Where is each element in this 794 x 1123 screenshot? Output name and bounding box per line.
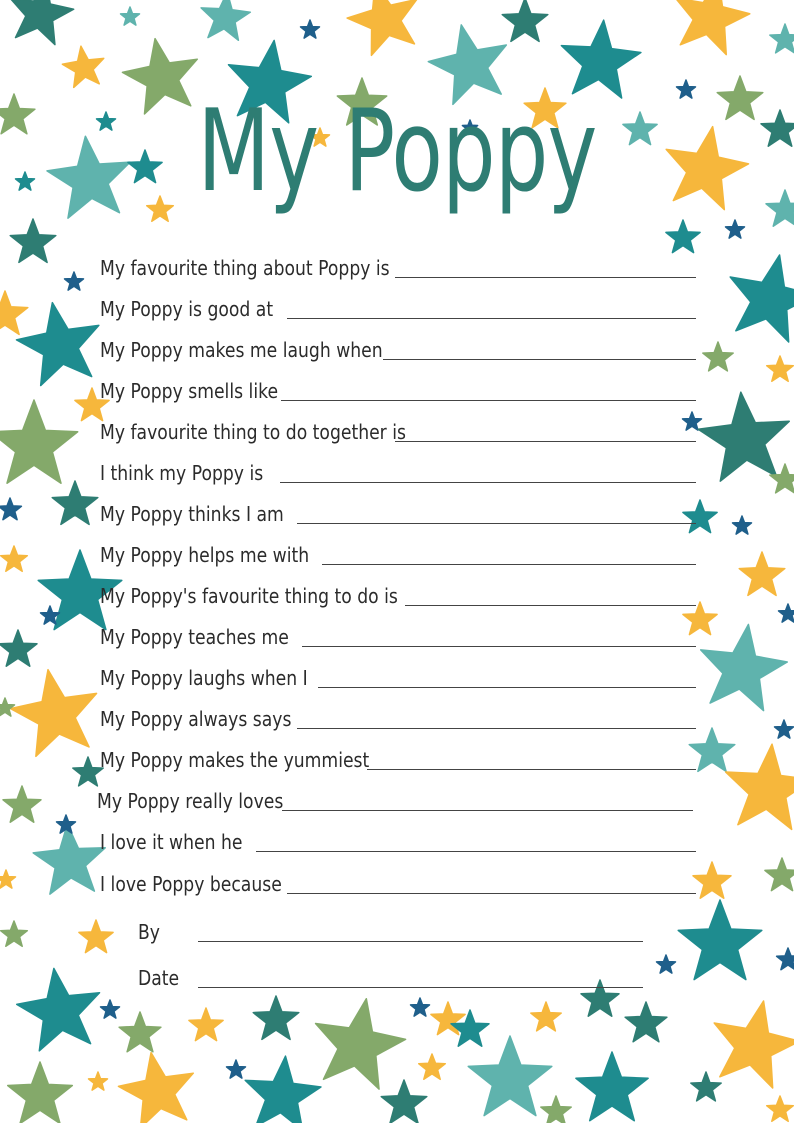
answer-blank-line[interactable] — [383, 359, 696, 360]
star-icon — [114, 1046, 201, 1123]
star-icon — [468, 1036, 552, 1116]
prompt-label: My Poppy's favourite thing to do is — [100, 584, 398, 608]
star-icon — [0, 870, 16, 888]
star-icon — [683, 602, 717, 635]
prompt-row — [97, 781, 314, 815]
star-icon — [3, 0, 77, 47]
star-icon — [189, 1008, 223, 1041]
prompt-row — [100, 453, 290, 487]
star-icon — [541, 1096, 571, 1123]
star-icon — [419, 1054, 446, 1079]
star-icon — [121, 7, 140, 25]
answer-blank-line[interactable] — [280, 482, 696, 483]
star-icon — [779, 604, 794, 622]
answer-blank-line[interactable] — [282, 810, 693, 811]
date-row — [138, 958, 186, 992]
star-icon — [60, 43, 107, 88]
star-icon — [683, 412, 702, 430]
answer-blank-line[interactable] — [297, 728, 696, 729]
star-icon — [16, 172, 35, 190]
star-icon — [10, 219, 56, 262]
star-icon — [79, 920, 113, 953]
star-icon — [693, 862, 731, 898]
star-icon — [1, 921, 28, 946]
answer-blank-line[interactable] — [367, 769, 696, 770]
star-icon — [739, 552, 785, 595]
star-icon — [0, 498, 21, 520]
answer-blank-line[interactable] — [287, 893, 696, 894]
star-icon — [704, 992, 794, 1092]
prompt-row — [100, 330, 429, 364]
prompt-label: My Poppy smells like — [100, 379, 279, 403]
star-icon — [775, 720, 794, 738]
by-label: By — [138, 920, 160, 944]
prompt-label: I think my Poppy is — [100, 461, 264, 485]
prompt-label: My favourite thing about Poppy is — [100, 256, 390, 280]
star-icon — [703, 342, 733, 371]
prompt-row — [100, 371, 307, 405]
star-icon — [576, 1052, 648, 1121]
prompt-row — [100, 576, 446, 610]
star-icon — [625, 1002, 667, 1042]
star-icon — [253, 996, 299, 1039]
prompt-label: My Poppy is good at — [100, 297, 274, 321]
star-icon — [31, 822, 108, 896]
star-icon — [767, 356, 794, 381]
star-icon — [720, 246, 794, 346]
star-icon — [717, 76, 763, 119]
star-icon — [119, 1012, 161, 1052]
prompt-label: I love Poppy because — [100, 872, 282, 896]
star-icon — [733, 516, 752, 534]
star-icon — [767, 1096, 794, 1121]
star-icon — [1, 546, 28, 571]
prompt-row — [100, 412, 456, 446]
answer-blank-line[interactable] — [395, 441, 696, 442]
answer-blank-line[interactable] — [302, 646, 696, 647]
star-icon — [381, 1080, 427, 1123]
prompt-label: I love it when he — [100, 830, 243, 854]
star-icon — [770, 24, 794, 53]
prompt-row — [100, 740, 413, 774]
star-icon — [0, 698, 15, 716]
prompt-row — [100, 864, 311, 898]
page-title: My Poppy — [197, 85, 597, 218]
star-icon — [241, 1053, 323, 1123]
prompt-row — [100, 617, 320, 651]
star-icon — [306, 991, 411, 1092]
star-icon — [689, 728, 735, 771]
star-icon — [678, 900, 762, 980]
prompt-row — [100, 248, 437, 282]
answer-blank-line[interactable] — [318, 687, 696, 688]
prompt-label: My Poppy teaches me — [100, 625, 289, 649]
star-icon — [531, 1002, 561, 1031]
answer-blank-line[interactable] — [395, 277, 696, 278]
star-icon — [411, 998, 430, 1016]
prompt-label: My favourite thing to do together is — [100, 420, 406, 444]
by-blank-line[interactable] — [198, 941, 643, 942]
star-icon — [0, 291, 28, 334]
by-row — [138, 912, 164, 946]
star-icon — [695, 388, 794, 482]
star-icon — [581, 980, 619, 1016]
answer-blank-line[interactable] — [322, 564, 696, 565]
star-icon — [0, 94, 35, 134]
star-icon — [5, 662, 106, 759]
star-icon — [766, 190, 794, 226]
prompt-row — [100, 699, 323, 733]
star-icon — [726, 220, 745, 238]
prompt-label: My Poppy helps me with — [100, 543, 310, 567]
star-icon — [340, 0, 428, 59]
prompt-label: My Poppy makes the yummiest — [100, 748, 370, 772]
star-icon — [666, 220, 700, 253]
star-icon — [301, 20, 320, 38]
star-icon — [691, 1072, 721, 1101]
date-blank-line[interactable] — [198, 987, 643, 988]
star-icon — [666, 0, 755, 58]
prompt-row — [100, 289, 301, 323]
prompt-label: My Poppy thinks I am — [100, 502, 284, 526]
star-icon — [761, 110, 794, 146]
star-icon — [101, 1000, 120, 1018]
prompt-row — [100, 658, 342, 692]
prompt-row — [100, 494, 314, 528]
prompt-label: My Poppy makes me laugh when — [100, 338, 383, 362]
answer-blank-line[interactable] — [256, 851, 696, 852]
star-icon — [683, 500, 717, 533]
answer-blank-line[interactable] — [287, 318, 696, 319]
prompt-label: My Poppy really loves — [97, 789, 284, 813]
answer-blank-line[interactable] — [281, 400, 696, 401]
star-icon — [3, 786, 41, 822]
answer-blank-line[interactable] — [405, 605, 696, 606]
star-icon — [12, 963, 106, 1053]
answer-blank-line[interactable] — [297, 523, 696, 524]
star-icon — [89, 1072, 108, 1090]
star-icon — [52, 481, 98, 524]
star-icon — [8, 1062, 73, 1123]
star-icon — [199, 0, 252, 41]
star-icon — [0, 400, 78, 483]
star-icon — [765, 858, 794, 891]
star-icon — [0, 630, 37, 666]
prompt-row — [100, 535, 343, 569]
date-label: Date — [138, 966, 180, 990]
prompt-label: My Poppy laughs when I — [100, 666, 308, 690]
star-icon — [227, 1060, 246, 1078]
star-icon — [657, 955, 676, 973]
star-icon — [721, 740, 794, 831]
prompt-row — [100, 822, 266, 856]
star-icon — [502, 0, 548, 41]
star-icon — [777, 948, 794, 970]
prompt-label: My Poppy always says — [100, 707, 292, 731]
star-icon — [65, 272, 84, 290]
